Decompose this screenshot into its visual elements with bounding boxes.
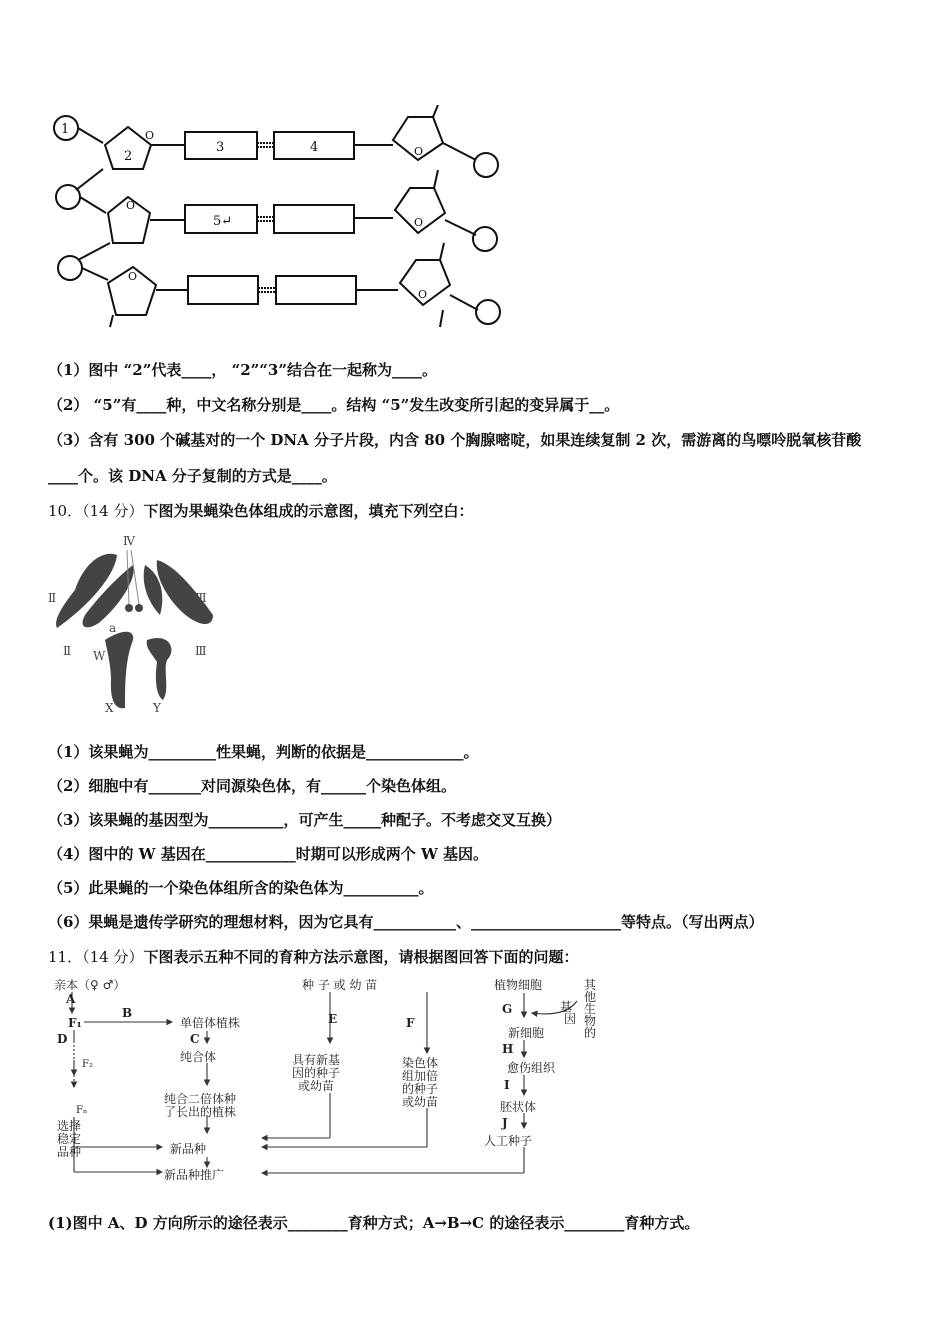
label-select-1: 选择 [57, 1119, 82, 1133]
label-III-bottom: Ⅲ [195, 644, 207, 658]
label-seed: 种 子 或 幼 苗 [302, 978, 378, 992]
label-X: X [105, 701, 114, 715]
q10-heading [48, 500, 473, 522]
label-parent: 亲本（♀ ♂） [54, 978, 126, 992]
svg-text:O: O [128, 270, 138, 283]
q9-item-3b: ____个。该 DNA 分子复制的方式是____。 [48, 467, 337, 485]
q10-item-5: （5）此果蝇的一个染色体组所含的染色体为__________。 [48, 879, 434, 897]
q9-item-1: （1）图中 “2”代表____， “2”“3”结合在一起称为____。 [48, 361, 437, 379]
chromosome-X [105, 632, 133, 709]
label-new-gene-3: 或幼苗 [298, 1079, 335, 1093]
label-select-3: 品种 [57, 1145, 82, 1159]
label-Fn: Fₙ [76, 1105, 88, 1116]
dna-label-3: 3 [216, 140, 225, 155]
q9-item-2: （2） “5”有____种，中文名称分别是____。结构 “5”发生改变所引起的变异属于__。 [48, 396, 620, 414]
base-box [274, 205, 354, 233]
label-E: E [328, 1012, 338, 1026]
label-D: D [57, 1032, 68, 1046]
label-a: a [109, 621, 117, 635]
q9-item-3a: （3）含有 300 个碱基对的一个 DNA 分子片段，内含 80 个胸腺嘧啶，如果连续复制 2 次，需游离的鸟嘌呤脱氧核苷酸 [48, 431, 862, 449]
label-pure-diploid-2: 了长出的植株 [164, 1105, 237, 1119]
q10-item-3: （3）该果蝇的基因型为__________，可产生_____种配子。不考虑交叉互换） [48, 811, 561, 829]
label-G: G [502, 1002, 513, 1016]
dna-label-4: 4 [310, 140, 319, 155]
label-C: C [190, 1032, 200, 1046]
chromosome-IV-right [135, 604, 143, 612]
q11-title: 下图表示五种不同的育种方法示意图，请根据图回答下面的问题： [143, 948, 579, 966]
label-new-cell: 新细胞 [508, 1026, 545, 1040]
label-pure-diploid-1: 纯合二倍体种 [164, 1092, 237, 1106]
label-II-bottom: Ⅱ [63, 644, 72, 658]
label-gene-2: 因 [564, 1012, 577, 1026]
q10-item-4: （4）图中的 W 基因在____________时期可以形成两个 W 基因。 [48, 845, 489, 863]
dna-label-1: 1 [61, 122, 70, 137]
phosphate-circle [474, 153, 498, 177]
base-box [188, 276, 258, 304]
label-A: A [66, 992, 76, 1006]
label-I: I [504, 1078, 510, 1092]
label-W: W [93, 649, 106, 663]
dna-structure-figure [48, 105, 508, 330]
svg-text:O: O [414, 216, 424, 229]
chromosome-IV-left [125, 604, 133, 612]
q11-number: 11．（14 分） [48, 948, 144, 966]
q11-item-1: (1)图中 A、D 方向所示的途径表示________育种方式；A→B→C 的途径表示________育种方式。 [48, 1214, 700, 1232]
label-select-2: 稳定 [57, 1132, 82, 1146]
label-double-1: 染色体 [402, 1056, 439, 1070]
label-J: J [502, 1116, 508, 1130]
phosphate-circle [56, 185, 80, 209]
label-IV: Ⅳ [123, 534, 135, 548]
q10-title: 下图为果蝇染色体组成的示意图，填充下列空白： [143, 502, 474, 520]
fruit-fly-chromosome-figure [45, 530, 225, 720]
breeding-methods-diagram [52, 975, 612, 1190]
label-new-gene-1: 具有新基 [292, 1053, 341, 1067]
label-double-4: 或幼苗 [402, 1095, 439, 1109]
label-embryoid: 胚状体 [500, 1100, 537, 1114]
svg-text:O: O [145, 129, 155, 142]
dna-label-5: 5↵ [213, 214, 233, 229]
label-II-top: Ⅱ [48, 591, 57, 605]
label-haploid: 单倍体植株 [180, 1016, 241, 1030]
label-new-gene-2: 因的种子 [292, 1066, 341, 1080]
label-F: F [406, 1016, 415, 1030]
label-pure: 纯合体 [180, 1050, 217, 1064]
label-double-3: 的种子 [402, 1082, 439, 1096]
q10-number: 10．（14 分） [48, 502, 144, 520]
svg-text:O: O [414, 145, 424, 158]
label-other-4: 物 [584, 1014, 597, 1028]
label-new-variety: 新品种 [170, 1142, 207, 1156]
q10-item-2: （2）细胞中有_______对同源染色体，有______个染色体组。 [48, 777, 456, 795]
label-gene-1: 基 [560, 1000, 573, 1014]
label-plant-cell: 植物细胞 [494, 978, 543, 992]
label-other-1: 其 [584, 978, 597, 992]
label-other-3: 生 [584, 1002, 597, 1016]
q10-item-1: （1）该果蝇为_________性果蝇，判断的依据是_____________。 [48, 743, 479, 761]
label-B: B [122, 1006, 133, 1020]
label-Y: Y [153, 701, 161, 715]
label-F2: F₂ [82, 1059, 93, 1070]
label-promotion: 新品种推广 [164, 1168, 225, 1182]
chromosome-Y [147, 638, 172, 700]
label-other-2: 他 [584, 990, 597, 1004]
label-double-2: 组加倍 [402, 1069, 439, 1083]
label-A: A [73, 587, 82, 601]
q10-item-6: （6）果蝇是遗传学研究的理想材料，因为它具有___________、____________________等特点。（写出两点） [48, 913, 764, 931]
svg-text:O: O [126, 199, 136, 212]
phosphate-circle [58, 256, 82, 280]
label-H: H [502, 1042, 514, 1056]
label-III-top: Ⅲ [195, 591, 207, 605]
label-callus: 愈伤组织 [507, 1061, 556, 1075]
q11-heading [48, 946, 578, 968]
svg-text:O: O [418, 288, 428, 301]
phosphate-circle [476, 300, 500, 324]
label-artificial-seed: 人工种子 [484, 1134, 533, 1148]
phosphate-circle [473, 227, 497, 251]
label-other-5: 的 [584, 1026, 597, 1040]
base-box [276, 276, 356, 304]
label-F1: F₁ [68, 1016, 82, 1030]
dna-label-2: 2 [124, 149, 133, 164]
